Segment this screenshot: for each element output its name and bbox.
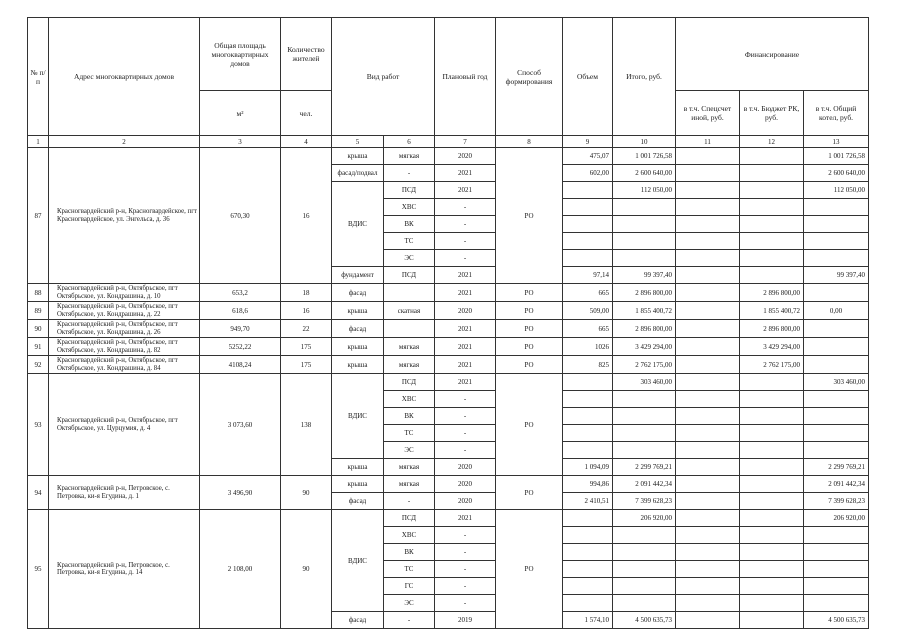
work-type: фасад bbox=[332, 493, 384, 510]
header-work-type: Вид работ bbox=[332, 18, 435, 136]
fin-common: 0,00 bbox=[804, 302, 869, 320]
fin-common: 2 091 442,34 bbox=[804, 476, 869, 493]
planned-year: 2021 bbox=[435, 182, 496, 199]
row-area: 3 496,90 bbox=[200, 476, 281, 510]
fin-budget bbox=[740, 267, 804, 284]
col-num: 12 bbox=[740, 136, 804, 148]
volume bbox=[563, 374, 613, 391]
planned-year: 2021 bbox=[435, 338, 496, 356]
method: РО bbox=[496, 356, 563, 374]
volume bbox=[563, 182, 613, 199]
planned-year: - bbox=[435, 391, 496, 408]
fin-common bbox=[804, 284, 869, 302]
col-num: 11 bbox=[676, 136, 740, 148]
planned-year: - bbox=[435, 233, 496, 250]
work-subtype: мягкая bbox=[384, 338, 435, 356]
row-residents: 18 bbox=[281, 284, 332, 302]
fin-budget bbox=[740, 578, 804, 595]
work-subtype bbox=[384, 320, 435, 338]
volume: 602,00 bbox=[563, 165, 613, 182]
fin-other bbox=[676, 408, 740, 425]
header-no: № п/п bbox=[28, 18, 49, 136]
fin-common bbox=[804, 199, 869, 216]
volume: 1 574,10 bbox=[563, 612, 613, 629]
work-type: крыша bbox=[332, 356, 384, 374]
fin-other bbox=[676, 442, 740, 459]
planned-year: 2021 bbox=[435, 374, 496, 391]
table-row bbox=[28, 510, 869, 527]
fin-common bbox=[804, 425, 869, 442]
total: 2 600 640,00 bbox=[613, 165, 676, 182]
col-num: 6 bbox=[384, 136, 435, 148]
total bbox=[613, 527, 676, 544]
total bbox=[613, 391, 676, 408]
row-address: Красногвардейский р-н, Петровское, с. Петровка, ки-я Егудина, д. 1 bbox=[49, 476, 200, 510]
total bbox=[613, 442, 676, 459]
total bbox=[613, 425, 676, 442]
total bbox=[613, 408, 676, 425]
volume bbox=[563, 425, 613, 442]
row-address: Красногвардейский р-н, Петровское, с. Петровка, ки-я Егудина, д. 14 bbox=[49, 510, 200, 629]
fin-common: 1 001 726,58 bbox=[804, 148, 869, 165]
work-subtype: - bbox=[384, 612, 435, 629]
volume: 1026 bbox=[563, 338, 613, 356]
volume bbox=[563, 527, 613, 544]
work-subtype: ЭС bbox=[384, 595, 435, 612]
fin-other-header: в т.ч. Спецсчет иной, руб. bbox=[676, 91, 740, 136]
fin-other bbox=[676, 425, 740, 442]
header-volume: Объем bbox=[563, 18, 613, 136]
row-area: 2 108,00 bbox=[200, 510, 281, 629]
method: РО bbox=[496, 148, 563, 284]
vdis-label: ВДИС bbox=[332, 374, 384, 459]
planned-year: - bbox=[435, 544, 496, 561]
table-row bbox=[28, 148, 869, 165]
total: 3 429 294,00 bbox=[613, 338, 676, 356]
fin-budget bbox=[740, 561, 804, 578]
planned-year: 2020 bbox=[435, 459, 496, 476]
row-area: 618,6 bbox=[200, 302, 281, 320]
work-type: фасад bbox=[332, 320, 384, 338]
planned-year: 2021 bbox=[435, 284, 496, 302]
fin-budget bbox=[740, 408, 804, 425]
row-area: 3 073,60 bbox=[200, 374, 281, 476]
fin-other bbox=[676, 612, 740, 629]
volume: 97,14 bbox=[563, 267, 613, 284]
row-residents: 138 bbox=[281, 374, 332, 476]
fin-common bbox=[804, 233, 869, 250]
row-area: 4108,24 bbox=[200, 356, 281, 374]
fin-common bbox=[804, 442, 869, 459]
work-subtype: мягкая bbox=[384, 476, 435, 493]
header-area: Общая площадь многоквартирных домов bbox=[200, 18, 281, 91]
table-row bbox=[28, 374, 869, 391]
fin-other bbox=[676, 544, 740, 561]
row-number: 91 bbox=[28, 338, 49, 356]
work-type: фасад bbox=[332, 284, 384, 302]
total: 2 762 175,00 bbox=[613, 356, 676, 374]
col-num: 3 bbox=[200, 136, 281, 148]
work-type: крыша bbox=[332, 476, 384, 493]
total: 7 399 628,23 bbox=[613, 493, 676, 510]
volume bbox=[563, 408, 613, 425]
work-subtype: ВК bbox=[384, 216, 435, 233]
fin-common-header: в т.ч. Общий котел, руб. bbox=[804, 91, 869, 136]
volume: 509,00 bbox=[563, 302, 613, 320]
work-type: крыша bbox=[332, 459, 384, 476]
volume bbox=[563, 391, 613, 408]
fin-budget bbox=[740, 391, 804, 408]
row-number: 90 bbox=[28, 320, 49, 338]
work-type: фасад bbox=[332, 612, 384, 629]
planned-year: - bbox=[435, 578, 496, 595]
method: РО bbox=[496, 320, 563, 338]
col-num: 4 bbox=[281, 136, 332, 148]
row-residents: 22 bbox=[281, 320, 332, 338]
total bbox=[613, 578, 676, 595]
fin-common bbox=[804, 250, 869, 267]
work-subtype bbox=[384, 284, 435, 302]
work-subtype: ПСД bbox=[384, 182, 435, 199]
col-num: 7 bbox=[435, 136, 496, 148]
fin-budget: 3 429 294,00 bbox=[740, 338, 804, 356]
fin-other bbox=[676, 233, 740, 250]
fin-budget bbox=[740, 612, 804, 629]
planned-year: 2021 bbox=[435, 320, 496, 338]
header-residents: Количество жителей bbox=[281, 18, 332, 91]
fin-other bbox=[676, 476, 740, 493]
work-type: крыша bbox=[332, 338, 384, 356]
volume bbox=[563, 216, 613, 233]
method: РО bbox=[496, 284, 563, 302]
total: 2 299 769,21 bbox=[613, 459, 676, 476]
fin-other bbox=[676, 578, 740, 595]
fin-common: 2 299 769,21 bbox=[804, 459, 869, 476]
fin-common bbox=[804, 561, 869, 578]
fin-budget bbox=[740, 148, 804, 165]
row-area: 949,70 bbox=[200, 320, 281, 338]
fin-other bbox=[676, 561, 740, 578]
volume bbox=[563, 578, 613, 595]
table-row bbox=[28, 284, 869, 302]
row-address: Красногвардейский р-н, Октябрьское, пгт Октябрьское, ул. Кондрашина, д. 84 bbox=[49, 356, 200, 374]
fin-other bbox=[676, 527, 740, 544]
volume bbox=[563, 544, 613, 561]
fin-budget bbox=[740, 527, 804, 544]
volume: 475,07 bbox=[563, 148, 613, 165]
work-subtype: мягкая bbox=[384, 148, 435, 165]
row-residents: 90 bbox=[281, 510, 332, 629]
planned-year: - bbox=[435, 408, 496, 425]
planned-year: - bbox=[435, 199, 496, 216]
volume: 825 bbox=[563, 356, 613, 374]
planned-year: 2020 bbox=[435, 148, 496, 165]
fin-other bbox=[676, 267, 740, 284]
table-row bbox=[28, 356, 869, 374]
fin-budget bbox=[740, 459, 804, 476]
row-address: Красногвардейский р-н, Красногвардейское, пгт Красногвардейское, ул. Энгельса, д. 36 bbox=[49, 148, 200, 284]
fin-common: 99 397,40 bbox=[804, 267, 869, 284]
fin-budget bbox=[740, 250, 804, 267]
work-subtype: ТС bbox=[384, 425, 435, 442]
volume: 994,86 bbox=[563, 476, 613, 493]
planned-year: 2021 bbox=[435, 510, 496, 527]
work-subtype: ЭС bbox=[384, 250, 435, 267]
total: 2 091 442,34 bbox=[613, 476, 676, 493]
fin-budget bbox=[740, 216, 804, 233]
planned-year: 2021 bbox=[435, 267, 496, 284]
table-row bbox=[28, 302, 869, 320]
work-subtype: мягкая bbox=[384, 459, 435, 476]
volume bbox=[563, 233, 613, 250]
fin-common: 206 920,00 bbox=[804, 510, 869, 527]
row-residents: 16 bbox=[281, 148, 332, 284]
fin-other bbox=[676, 459, 740, 476]
work-subtype: ВК bbox=[384, 544, 435, 561]
method: РО bbox=[496, 476, 563, 510]
total: 1 001 726,58 bbox=[613, 148, 676, 165]
planned-year: - bbox=[435, 595, 496, 612]
row-number: 92 bbox=[28, 356, 49, 374]
fin-budget-header: в т.ч. Бюджет РК, руб. bbox=[740, 91, 804, 136]
work-subtype: ВК bbox=[384, 408, 435, 425]
row-area: 670,30 bbox=[200, 148, 281, 284]
total: 303 460,00 bbox=[613, 374, 676, 391]
fin-other bbox=[676, 595, 740, 612]
table-row bbox=[28, 338, 869, 356]
col-num: 2 bbox=[49, 136, 200, 148]
work-type: крыша bbox=[332, 148, 384, 165]
row-residents: 175 bbox=[281, 338, 332, 356]
work-subtype: мягкая bbox=[384, 356, 435, 374]
fin-budget bbox=[740, 425, 804, 442]
row-residents: 175 bbox=[281, 356, 332, 374]
planned-year: - bbox=[435, 442, 496, 459]
planned-year: - bbox=[435, 561, 496, 578]
method: РО bbox=[496, 374, 563, 476]
fin-common bbox=[804, 216, 869, 233]
fin-other bbox=[676, 493, 740, 510]
planned-year: - bbox=[435, 425, 496, 442]
header-financing: Финансирование bbox=[676, 18, 869, 91]
planned-year: 2019 bbox=[435, 612, 496, 629]
row-number: 95 bbox=[28, 510, 49, 629]
planned-year: - bbox=[435, 250, 496, 267]
header-address: Адрес многоквартирных домов bbox=[49, 18, 200, 136]
volume bbox=[563, 595, 613, 612]
volume: 1 094,09 bbox=[563, 459, 613, 476]
fin-budget: 2 762 175,00 bbox=[740, 356, 804, 374]
fin-common: 4 500 635,73 bbox=[804, 612, 869, 629]
method: РО bbox=[496, 338, 563, 356]
fin-common: 303 460,00 bbox=[804, 374, 869, 391]
fin-common bbox=[804, 595, 869, 612]
total: 1 855 400,72 bbox=[613, 302, 676, 320]
fin-other bbox=[676, 356, 740, 374]
total bbox=[613, 595, 676, 612]
column-number-row bbox=[28, 136, 869, 148]
work-type: фундамент bbox=[332, 267, 384, 284]
row-residents: 16 bbox=[281, 302, 332, 320]
unit-area: м² bbox=[200, 91, 281, 136]
header-row bbox=[28, 18, 869, 91]
total bbox=[613, 233, 676, 250]
fin-common bbox=[804, 320, 869, 338]
fin-other bbox=[676, 320, 740, 338]
work-subtype: - bbox=[384, 493, 435, 510]
total: 112 050,00 bbox=[613, 182, 676, 199]
fin-other bbox=[676, 391, 740, 408]
work-subtype: ПСД bbox=[384, 374, 435, 391]
volume bbox=[563, 510, 613, 527]
fin-common bbox=[804, 391, 869, 408]
col-num: 5 bbox=[332, 136, 384, 148]
work-subtype: ХВС bbox=[384, 391, 435, 408]
fin-common: 112 050,00 bbox=[804, 182, 869, 199]
row-residents: 90 bbox=[281, 476, 332, 510]
total bbox=[613, 561, 676, 578]
fin-budget bbox=[740, 374, 804, 391]
fin-common bbox=[804, 408, 869, 425]
fin-budget bbox=[740, 182, 804, 199]
unit-residents: чел. bbox=[281, 91, 332, 136]
header-method: Способ формирования bbox=[496, 18, 563, 136]
fin-other bbox=[676, 165, 740, 182]
total: 2 896 800,00 bbox=[613, 320, 676, 338]
work-subtype: ТС bbox=[384, 233, 435, 250]
fin-other bbox=[676, 302, 740, 320]
planned-year: - bbox=[435, 527, 496, 544]
volume: 2 410,51 bbox=[563, 493, 613, 510]
row-address: Красногвардейский р-н, Октябрьское, пгт Октябрьское, ул. Кондрашина, д. 10 bbox=[49, 284, 200, 302]
method: РО bbox=[496, 510, 563, 629]
method: РО bbox=[496, 302, 563, 320]
total: 2 896 800,00 bbox=[613, 284, 676, 302]
fin-common bbox=[804, 527, 869, 544]
col-num: 9 bbox=[563, 136, 613, 148]
table-row bbox=[28, 320, 869, 338]
fin-budget bbox=[740, 233, 804, 250]
planned-year: 2021 bbox=[435, 356, 496, 374]
total bbox=[613, 216, 676, 233]
fin-common: 7 399 628,23 bbox=[804, 493, 869, 510]
volume: 665 bbox=[563, 320, 613, 338]
fin-budget bbox=[740, 595, 804, 612]
planned-year: 2020 bbox=[435, 302, 496, 320]
fin-budget bbox=[740, 476, 804, 493]
fin-other bbox=[676, 148, 740, 165]
row-area: 653,2 bbox=[200, 284, 281, 302]
fin-common bbox=[804, 356, 869, 374]
row-area: 5252,22 bbox=[200, 338, 281, 356]
total bbox=[613, 250, 676, 267]
fin-budget: 2 896 800,00 bbox=[740, 284, 804, 302]
work-subtype: - bbox=[384, 165, 435, 182]
row-number: 89 bbox=[28, 302, 49, 320]
fin-budget bbox=[740, 165, 804, 182]
fin-common: 2 600 640,00 bbox=[804, 165, 869, 182]
work-subtype: ГС bbox=[384, 578, 435, 595]
planned-year: - bbox=[435, 216, 496, 233]
fin-other bbox=[676, 250, 740, 267]
row-address: Красногвардейский р-н, Октябрьское, пгт Октябрьское, ул. Кондрашина, д. 82 bbox=[49, 338, 200, 356]
col-num: 13 bbox=[804, 136, 869, 148]
total bbox=[613, 199, 676, 216]
fin-budget bbox=[740, 199, 804, 216]
row-number: 87 bbox=[28, 148, 49, 284]
volume bbox=[563, 442, 613, 459]
fin-budget bbox=[740, 510, 804, 527]
work-subtype: ЭС bbox=[384, 442, 435, 459]
vdis-label: ВДИС bbox=[332, 182, 384, 267]
row-address: Красногвардейский р-н, Октябрьское, пгт Октябрьское, ул. Кондрашина, д. 22 bbox=[49, 302, 200, 320]
fin-other bbox=[676, 182, 740, 199]
work-subtype: ПСД bbox=[384, 510, 435, 527]
fin-other bbox=[676, 199, 740, 216]
fin-other bbox=[676, 216, 740, 233]
fin-other bbox=[676, 284, 740, 302]
table-row bbox=[28, 476, 869, 493]
header-total: Итого, руб. bbox=[613, 18, 676, 136]
fin-budget bbox=[740, 493, 804, 510]
work-subtype: ПСД bbox=[384, 267, 435, 284]
col-num: 10 bbox=[613, 136, 676, 148]
row-number: 88 bbox=[28, 284, 49, 302]
work-subtype: ХВС bbox=[384, 199, 435, 216]
volume bbox=[563, 561, 613, 578]
fin-common bbox=[804, 544, 869, 561]
fin-budget: 1 855 400,72 bbox=[740, 302, 804, 320]
fin-common bbox=[804, 578, 869, 595]
total bbox=[613, 544, 676, 561]
capital-repair-table bbox=[27, 17, 869, 629]
fin-common bbox=[804, 338, 869, 356]
fin-other bbox=[676, 374, 740, 391]
total: 206 920,00 bbox=[613, 510, 676, 527]
work-subtype: ТС bbox=[384, 561, 435, 578]
planned-year: 2021 bbox=[435, 165, 496, 182]
col-num: 1 bbox=[28, 136, 49, 148]
fin-budget bbox=[740, 442, 804, 459]
volume: 665 bbox=[563, 284, 613, 302]
vdis-label: ВДИС bbox=[332, 510, 384, 612]
fin-other bbox=[676, 510, 740, 527]
fin-budget: 2 896 800,00 bbox=[740, 320, 804, 338]
col-num: 8 bbox=[496, 136, 563, 148]
total: 99 397,40 bbox=[613, 267, 676, 284]
fin-other bbox=[676, 338, 740, 356]
row-number: 94 bbox=[28, 476, 49, 510]
fin-budget bbox=[740, 544, 804, 561]
volume bbox=[563, 199, 613, 216]
header-year: Плановый год bbox=[435, 18, 496, 136]
row-address: Красногвардейский р-н, Октябрьское, пгт Октябрьское, ул. Кондрашина, д. 26 bbox=[49, 320, 200, 338]
volume bbox=[563, 250, 613, 267]
row-address: Красногвардейский р-н, Октябрьское, пгт Октябрьское, ул. Цурцумия, д. 4 bbox=[49, 374, 200, 476]
row-number: 93 bbox=[28, 374, 49, 476]
work-type: фасад/подвал bbox=[332, 165, 384, 182]
work-subtype: скатная bbox=[384, 302, 435, 320]
work-subtype: ХВС bbox=[384, 527, 435, 544]
planned-year: 2020 bbox=[435, 476, 496, 493]
work-type: крыша bbox=[332, 302, 384, 320]
total: 4 500 635,73 bbox=[613, 612, 676, 629]
planned-year: 2020 bbox=[435, 493, 496, 510]
